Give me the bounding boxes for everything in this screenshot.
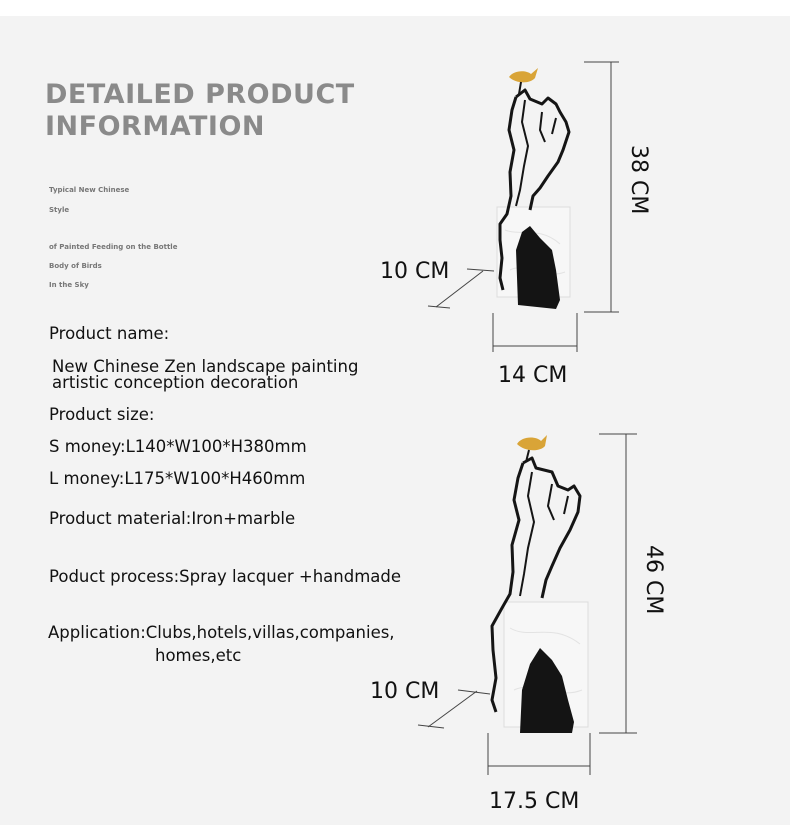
tagline-1: Typical New Chinese: [49, 186, 130, 194]
product-name-line-1: New Chinese Zen landscape painting: [52, 357, 359, 376]
application-line-1: Application:Clubs,hotels,villas,companies,: [48, 623, 395, 642]
size-large: L money:L175*W100*H460mm: [49, 469, 306, 488]
application-line-2: homes,etc: [155, 646, 242, 665]
tagline-5: In the Sky: [49, 281, 89, 289]
size-small: S money:L140*W100*H380mm: [49, 437, 307, 456]
small-product-image: [428, 62, 619, 352]
large-width-label: 17.5 CM: [489, 789, 580, 814]
tagline-4: Body of Birds: [49, 262, 102, 270]
large-depth-label: 10 CM: [370, 679, 440, 704]
product-name-line-2: artistic conception decoration: [52, 373, 299, 392]
tagline-3: of Painted Feeding on the Bottle: [49, 243, 178, 251]
small-depth-label: 10 CM: [380, 259, 450, 284]
large-product-image: [418, 434, 637, 775]
product-material: Product material:Iron+marble: [49, 509, 296, 528]
small-width-label: 14 CM: [498, 363, 568, 388]
product-process: Poduct process:Spray lacquer +handmade: [49, 567, 402, 586]
tagline-2: Style: [49, 206, 70, 214]
title-line-2: INFORMATION: [45, 111, 266, 142]
product-size-label: Product size:: [49, 405, 155, 424]
large-height-label: 46 CM: [641, 545, 666, 615]
title-line-1: DETAILED PRODUCT: [45, 79, 355, 110]
product-name-label: Product name:: [49, 324, 170, 343]
small-height-label: 38 CM: [626, 145, 651, 215]
